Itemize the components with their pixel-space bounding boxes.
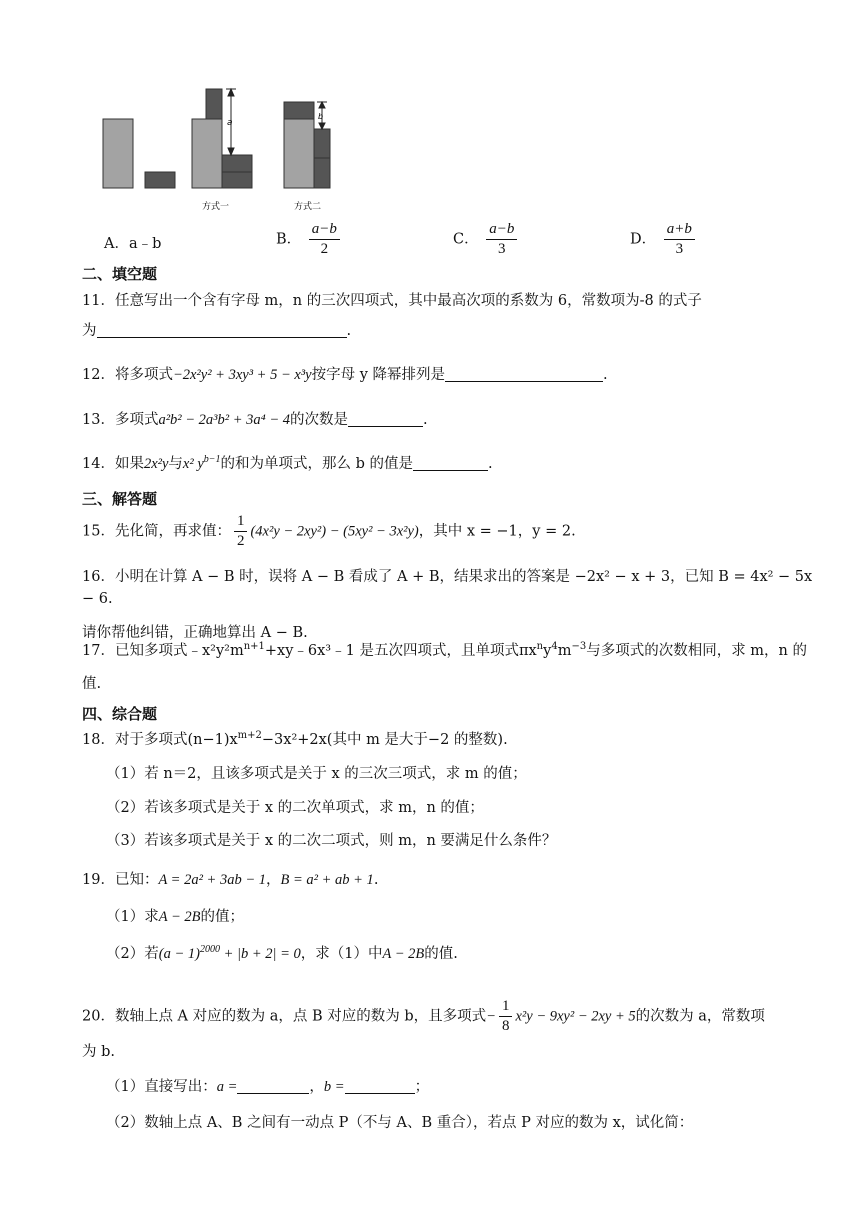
q20-fraction: $\frac{1}{8}$	[499, 997, 513, 1036]
section-solve-heading: 三、解答题	[82, 490, 158, 508]
option-c-fraction: $\frac{a-b}{3}$	[486, 220, 517, 259]
q15-fraction: $\frac{1}{2}$	[234, 512, 248, 551]
option-b[interactable]: B． $\frac{a-b}{2}$	[276, 220, 343, 259]
answer-blank-20a[interactable]	[237, 1078, 309, 1094]
mode2-side-upper	[314, 129, 330, 158]
mode2-side-lower	[314, 158, 330, 188]
mode1-block-upper	[222, 155, 252, 172]
mode1-tall-rect	[192, 119, 222, 188]
answer-blank-13[interactable]	[348, 411, 423, 427]
answer-blank-11[interactable]	[97, 322, 347, 338]
figure-caption-2: 方式二	[294, 202, 322, 212]
option-b-fraction: $\frac{a-b}{2}$	[309, 220, 340, 259]
question-13: 13．多项式a²b² − 2a³b² + 3a⁴ − 4的次数是 .	[82, 412, 428, 428]
mode2-top-block	[284, 102, 314, 119]
question-11: 11．任意写出一个含有字母 m，n 的三次四项式，其中最高次项的系数为 6，常数项为-8 的式子 为 .	[82, 293, 702, 339]
option-c[interactable]: C． $\frac{a-b}{3}$	[453, 220, 520, 259]
question-14: 14．如果2x²y与x² $y^{b-1}$的和为单项式，那么 b 的值是 .	[82, 454, 493, 472]
question-12: 12．将多项式−2x²y² + 3xy³ + 5 − x³y按字母 y 降幂排列是 .	[82, 367, 608, 383]
option-d[interactable]: D． $\frac{a+b}{3}$	[630, 220, 698, 259]
question-20: 20．数轴上点 A 对应的数为 a，点 B 对应的数为 b，且多项式− $\frac{1}{8}$ x²y − 9xy² − 2xy + 5的次数为 a，常数项 为 b. （1）直接写出：a = ，b = ； （2）数轴上点 A、B 之间有一动点 P（不与 A、B 重合），若点 P 对应的数为 x，试化简：	[82, 998, 765, 1131]
figure-caption-1: 方式一	[202, 202, 230, 212]
section-comprehensive-heading: 四、综合题	[82, 705, 158, 723]
question-19: 19．已知：A = 2a² + 3ab − 1，B = a² + ab + 1. （1）求A − 2B的值； （2）若$(a - 1)^{2000} + |b + 2| = 0$，求（1）中A − 2B的值.	[82, 872, 458, 962]
answer-blank-20b[interactable]	[345, 1078, 415, 1094]
figure-var-b: b	[318, 112, 324, 121]
option-d-fraction: $\frac{a+b}{3}$	[664, 220, 695, 259]
mode1-top-block	[206, 89, 222, 119]
section-fill-heading: 二、填空题	[82, 265, 158, 283]
figure-var-a: a	[227, 118, 233, 128]
mode2-tall-rect	[284, 119, 314, 188]
answer-blank-12[interactable]	[445, 366, 603, 382]
small-rectangle	[145, 172, 175, 188]
question-18: 18．对于多项式$(n-1)x^{m+2}-3x^2+2x$(其中 m 是大于−2 的整数). （1）若 n＝2，且该多项式是关于 x 的三次三项式，求 m 的值； （2）若该多项式是关于 x 的二次单项式，求 m，n 的值； （3）若该多项式是关于 x 的二次二项式，则 m，n 要满足什么条件？	[82, 730, 557, 850]
tall-rectangle	[103, 119, 133, 188]
rectangles-figure	[0, 0, 860, 215]
answer-blank-14[interactable]	[413, 455, 488, 471]
question-15: 15．先化简，再求值： $\frac{1}{2}$ (4x²y − 2xy²) − (5xy² − 3x²y)，其中 x = −1，y = 2.	[82, 513, 576, 549]
question-16: 16．小明在计算 A − B 时，误将 A − B 看成了 A + B，结果求出的答案是 −2x² − x + 3，已知 B = 4x² − 5x − 6. 请你帮他纠错，正确地算出 A − B.	[82, 569, 813, 641]
mode1-block-lower	[222, 172, 252, 188]
option-a[interactable]: A．a﹣b	[104, 236, 162, 252]
question-17: 17．已知多项式$﹣x^2y^2m^{n+1}+xy﹣6x^3﹣1$ 是五次四项式，且单项式$\pi x^ny^4m^{-3}$与多项式的次数相同，求 m，n 的 值.	[82, 641, 808, 692]
